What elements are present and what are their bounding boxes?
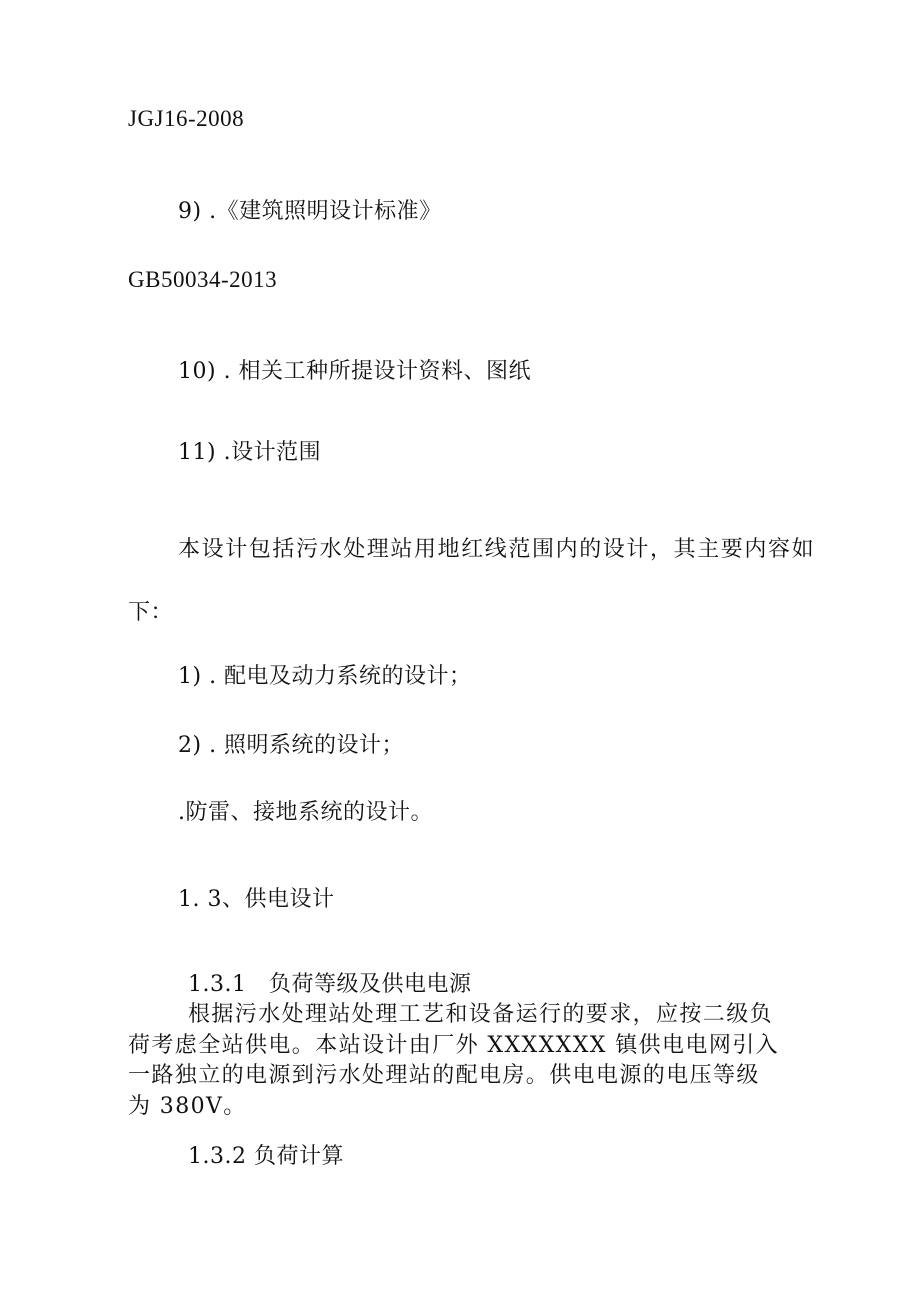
subsection-heading-1-3-2: 1.3.2 负荷计算 — [188, 1144, 344, 1169]
paragraph-line-3: 一路独立的电源到污水处理站的配电房。供电电源的电压等级 — [128, 1063, 760, 1088]
scope-item-3: .防雷、接地系统的设计。 — [178, 800, 433, 825]
scope-intro-line2: 下： — [128, 600, 174, 625]
standard-code-jgj16: JGJ16-2008 — [128, 106, 245, 131]
scope-item-2: 2) . 照明系统的设计； — [178, 733, 405, 758]
scope-intro-line1: 本设计包括污水处理站用地红线范围内的设计，其主要内容如 — [178, 537, 816, 562]
list-item-10: 10) . 相关工种所提设计资料、图纸 — [178, 359, 532, 384]
scope-item-1: 1) . 配电及动力系统的设计； — [178, 664, 472, 689]
paragraph-line-1: 根据污水处理站处理工艺和设备运行的要求，应按二级负 — [188, 1002, 774, 1027]
paragraph-line-2: 荷考虑全站供电。本站设计由厂外 XXXXXXX 镇供电电网引入 — [128, 1032, 780, 1058]
list-item-9: 9) .《建筑照明设计标准》 — [178, 199, 442, 224]
section-heading-1-3: 1. 3、供电设计 — [178, 887, 335, 912]
paragraph-line-4: 为 380V。 — [128, 1093, 247, 1119]
standard-code-gb50034: GB50034-2013 — [128, 267, 278, 292]
subsection-heading-1-3-1: 1.3.1 负荷等级及供电电源 — [188, 972, 472, 997]
list-item-11: 11) .设计范围 — [178, 440, 322, 465]
power-supply-paragraph — [128, 1000, 808, 1122]
